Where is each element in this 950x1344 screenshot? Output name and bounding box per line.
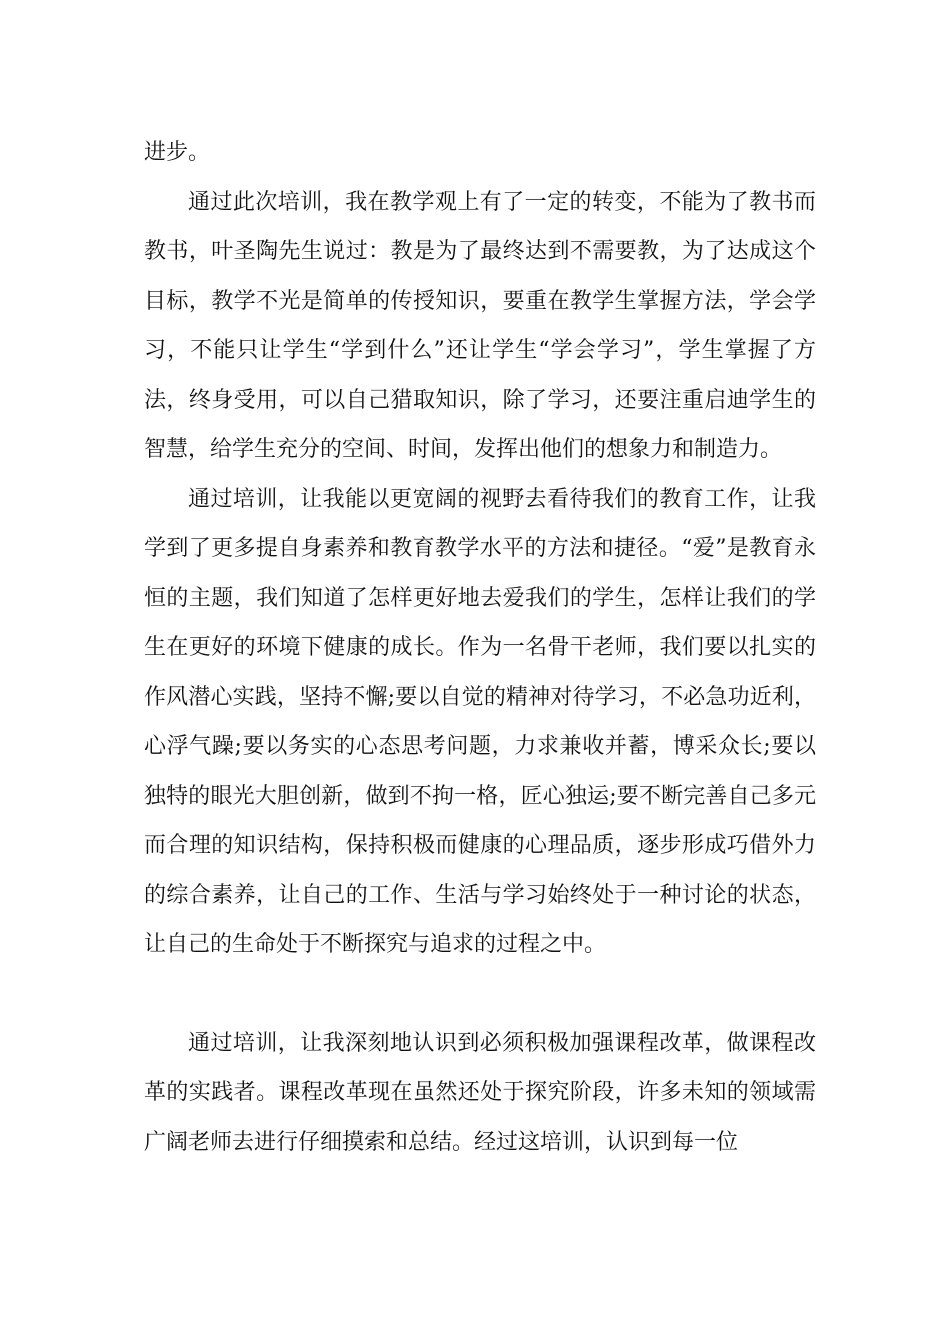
paragraph-curriculum-reform: 通过培训，让我深刻地认识到必须积极加强课程改革，做课程改革的实践者。课程改革现在虽然还处于探究阶段，许多未知的领域需广阔老师去进行仔细摸索和总结。经过这培训，认识到每一位 bbox=[144, 1030, 816, 1155]
paragraph-broader-vision: 通过培训，让我能以更宽阔的视野去看待我们的教育工作，让我学到了更多提自身素养和教育教学水平的方法和捷径。“爱”是教育永恒的主题，我们知道了怎样更好地去爱我们的学生，怎样让我们的学生在更好的环境下健康的成长。作为一名骨干老师，我们要以扎实的作风潜心实践，坚持不懈;要以自觉的精神对待学习，不必急功近利，心浮气躁;要以务实的心态思考问题，力求兼收并蓄，博采众长;要以独特的眼光大胆创新，做到不拘一格，匠心独运;要不断完善自己多元而合理的知识结构，保持积极而健康的心理品质，逐步形成巧借外力的综合素养，让自己的工作、生活与学习始终处于一种讨论的状态，让自己的生命处于不断探究与追求的过程之中。 bbox=[144, 486, 816, 957]
paragraph-spacer bbox=[144, 970, 816, 1019]
paragraph-continuation: 进步。 bbox=[144, 140, 211, 165]
document-body bbox=[144, 128, 816, 1167]
paragraph-teaching-view: 通过此次培训，我在教学观上有了一定的转变，不能为了教书而教书，叶圣陶先生说过：教是为了最终达到不需要教，为了达成这个目标，教学不光是简单的传授知识，要重在教学生掌握方法，学会学习，不能只让学生“学到什么”还让学生“学会学习”，学生掌握了方法，终身受用，可以自己猎取知识，除了学习，还要注重启迪学生的智慧，给学生充分的空间、时间，发挥出他们的想象力和制造力。 bbox=[144, 189, 816, 462]
